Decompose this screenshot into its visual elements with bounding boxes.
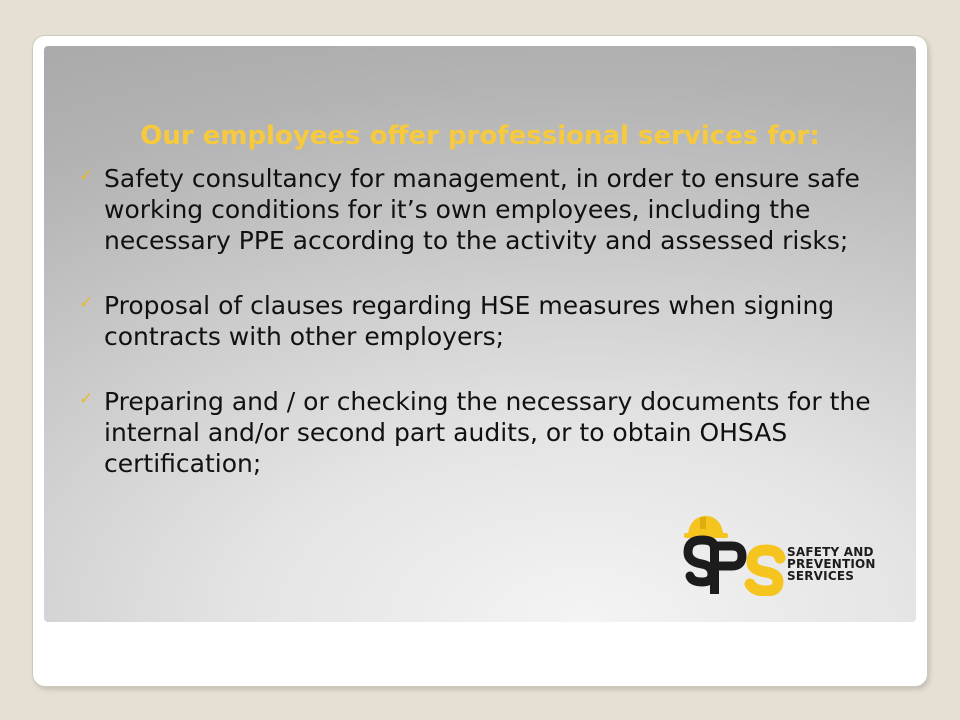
hard-hat-icon xyxy=(684,516,728,538)
slide-heading: Our employees offer professional services for: xyxy=(140,121,820,151)
list-item xyxy=(76,163,896,256)
logo-line-3: SERVICES xyxy=(787,569,855,583)
checkmark-icon: ✓ xyxy=(79,166,94,186)
checkmark-icon: ✓ xyxy=(79,389,94,409)
logo-wordmark xyxy=(787,546,876,582)
checkmark-icon: ✓ xyxy=(79,293,94,313)
list-item-text: Safety consultancy for management, in order to ensure safe working conditions for it’s own employees, including the necessary PPE according to the activity and assessed risks; xyxy=(104,164,860,255)
list-item-text: Proposal of clauses regarding HSE measures when signing contracts with other employers; xyxy=(104,291,835,351)
services-list xyxy=(76,163,896,513)
sps-logo xyxy=(680,512,885,596)
sps-logo-mark xyxy=(680,512,786,596)
list-item xyxy=(76,290,896,352)
logo-line-2: PREVENTION xyxy=(787,557,876,571)
logo-line-1: SAFETY AND xyxy=(787,545,874,559)
list-item xyxy=(76,386,896,479)
list-item-text: Preparing and / or checking the necessary documents for the internal and/or second part audits, or to obtain OHSAS certification; xyxy=(104,387,871,478)
